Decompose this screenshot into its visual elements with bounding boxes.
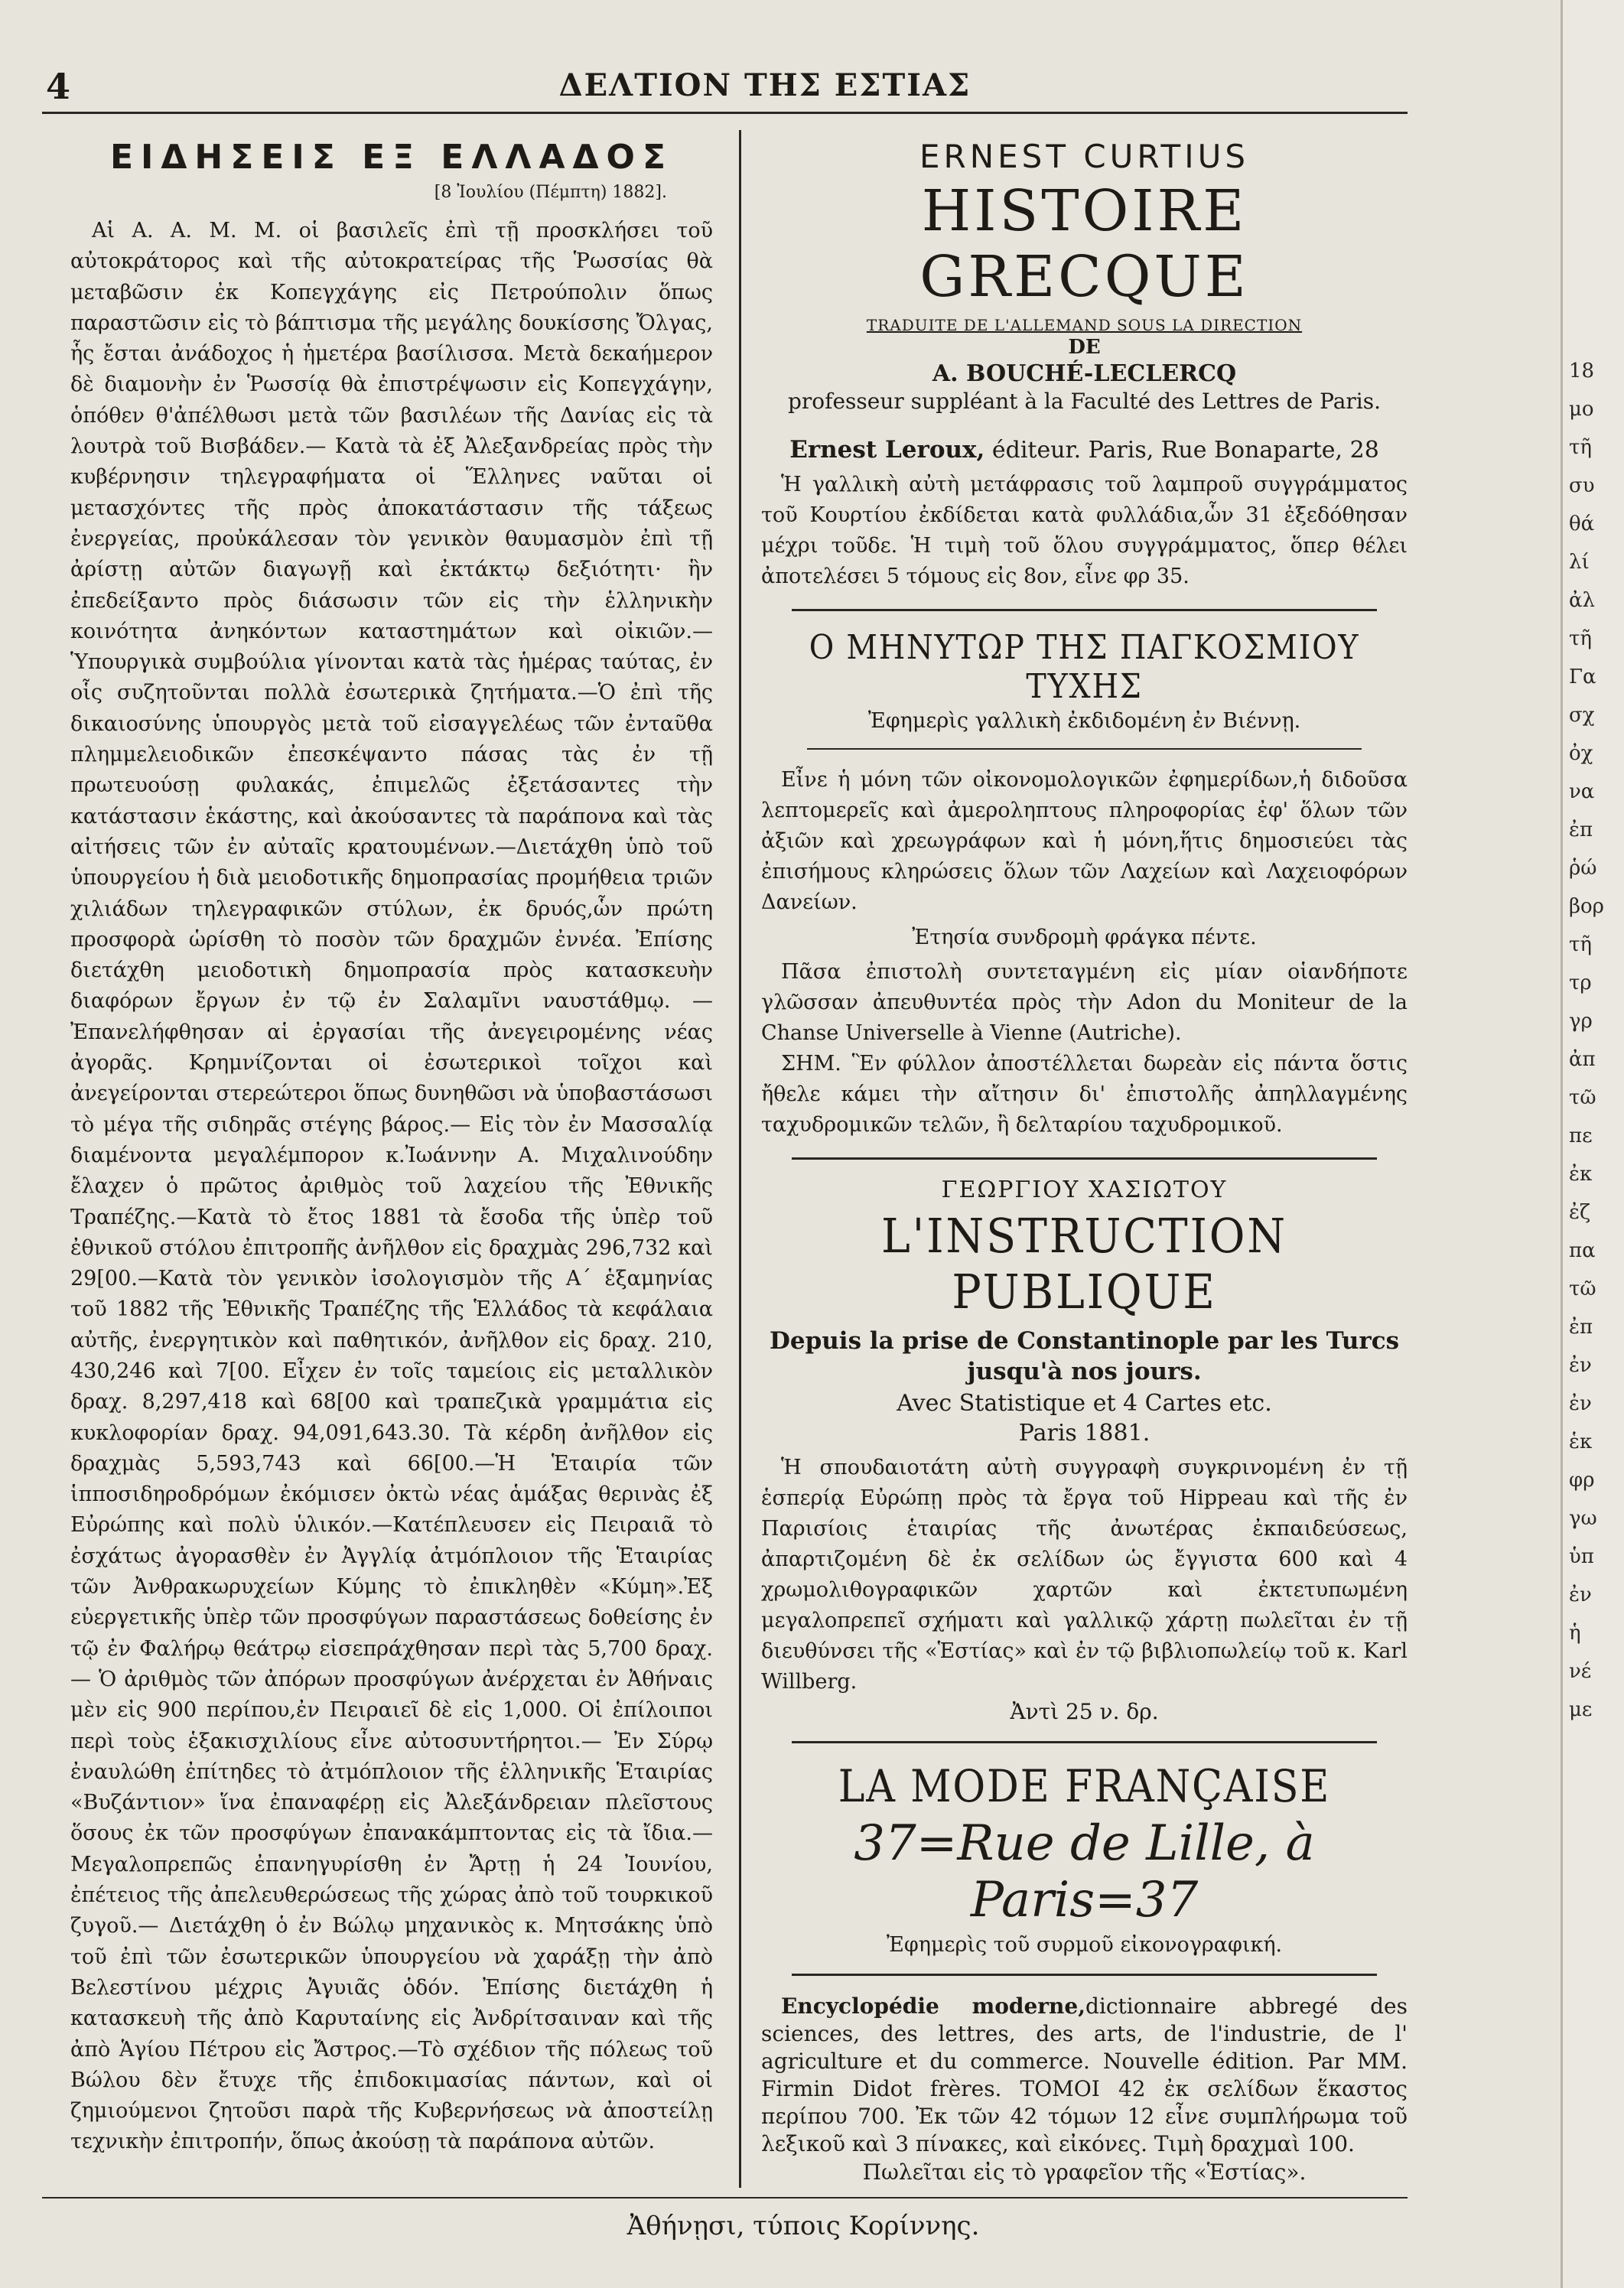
minytor-title: Ο ΜΗΝΥΤΩΡ ΤΗΣ ΠΑΓΚΟΣΜΙΟΥ ΤΥΧΗΣ [809, 628, 1360, 706]
edge-fragment: ὑπ [1569, 1545, 1594, 1568]
edge-fragment: πα [1569, 1239, 1596, 1262]
edge-fragment: τρ [1569, 972, 1592, 994]
instruction-price: Ἀντὶ 25 ν. δρ. [1010, 1699, 1159, 1724]
page-number: 4 [46, 66, 71, 107]
edge-fragment: τῆ [1569, 627, 1592, 650]
encyclopedie-text: dictionnaire abbregé des sciences, des lettres, des arts, de l'industrie, de l' agriculture et du commerce. Nouvelle édition. Par MM. Firmin Didot frères. ΤΟΜΟΙ 42 ἐκ σελίδων ἕκαστος περίπου 700. Ἐκ τῶν 42 τόμων 12 εἶνε συμπλήρωμα τοῦ λεξικοῦ καὶ 3 πίνακες, καὶ εἰκόνες. Τιμὴ δραχμαὶ 100. [761, 1993, 1408, 2156]
instruction-author: ΓΕΩΡΓΙΟΥ ΧΑΣΙΩΤΟΥ [941, 1177, 1228, 1203]
edge-fragment: τῶ [1569, 1277, 1596, 1300]
advertisements-column [761, 138, 1408, 2186]
top-rule [42, 112, 1408, 114]
curtius-title: HISTOIRE GRECQUE [919, 178, 1249, 310]
edge-fragment: βορ [1569, 895, 1604, 918]
edge-fragment: ῥώ [1569, 857, 1597, 880]
instruction-depuis: Depuis la prise de Constantinople par les Turcs jusqu'à nos jours. [769, 1327, 1400, 1385]
edge-fragment: ἐζ [1569, 1201, 1591, 1224]
encyclopedie-body [761, 1993, 1408, 2158]
editor-name: Ernest Leroux, [789, 436, 985, 464]
adjacent-page-edge [1561, 0, 1624, 2288]
edge-fragment: σχ [1569, 704, 1595, 727]
instruction-body: Ἡ σπουδαιοτάτη αὐτὴ συγγραφὴ συγκρινομένη ἐν τῇ ἑσπερίᾳ Εὐρώπῃ πρὸς τὰ ἔργα τοῦ Hippeau καὶ τῆς ἐν Παρισίοις ἑταιρίας τῆς ἀνωτέρας ἐκπαιδεύσεως, ἀπαρτιζομένη δὲ ἐκ σελίδων ὡς ἔγγιστα 600 καὶ 4 χρωμολιθογραφικῶν χαρτῶν καὶ ἐκτετυπωμένη μεγαλοπρεπεῖ σχήματι καὶ γαλλικῷ χάρτῃ πωλεῖται ἐν τῇ διευθύνσει τῆς «Ἑστίας» καὶ ἐν τῷ βιβλιοπωλείῳ τοῦ κ. Karl Willberg. [761, 1456, 1408, 1694]
edge-fragment: Γα [1569, 666, 1596, 688]
edge-fragment: τῆ [1569, 933, 1592, 956]
news-date: [8 Ἰουλίου (Πέμπτη) 1882]. [434, 183, 667, 202]
edge-fragment: ἀλ [1569, 589, 1596, 612]
curtius-ad [761, 138, 1408, 592]
minytor-subtitle: Ἐφημερὶς γαλλικὴ ἐκδιδομένη ἐν Βιέννῃ. [867, 709, 1301, 733]
section-title: ΕΙΔΗΣΕΙΣ ΕΞ ΕΛΛΑΔΟΣ [109, 138, 674, 177]
edge-fragment: θά [1569, 513, 1595, 535]
minytor-letters: Πᾶσα ἐπιστολὴ συντεταγμένη εἰς μίαν οἱανδήποτε γλῶσσαν ἀπευθυντέα πρὸς τὴν Adon du Moniteur de la Chanse Universelle à Vienne (Autriche). [761, 960, 1408, 1045]
minytor-subscription: Ἐτησία συνδρομὴ φράγκα πέντε. [912, 926, 1257, 949]
edge-fragment: ἐν [1569, 1354, 1592, 1377]
edge-fragment: ἡ [1569, 1622, 1581, 1645]
edge-fragment: ἐπ [1569, 1316, 1593, 1339]
edge-fragment: γρ [1569, 1010, 1593, 1033]
news-body: Αἱ Α. Α. Μ. Μ. οἱ βασιλεῖς ἐπὶ τῇ προσκλήσει τοῦ αὐτοκράτορος καὶ τῆς αὐτοκρατείρας τῆς Ῥωσσίας θὰ μεταβῶσιν ἐκ Κοπεγχάγης εἰς Πετρούπολιν ὅπως παραστῶσιν εἰς τὸ βάπτισμα τῆς μεγάλης δουκίσσης Ὄλγας, ἧς ἔσται ἀνάδοχος ἡ ἡμετέρα βασίλισσα. Μετὰ δεκαήμερον δὲ διαμονὴν ἐν Ῥωσσίᾳ θὰ ἐπιστρέψωσιν εἰς Κοπεγχάγην, ὁπόθεν θ'ἀπέλθωσι μετὰ τῶν βασιλέων τῆς Δανίας εἰς τὰ λουτρὰ τοῦ Βισβάδεν.— Κατὰ τὰ ἐξ Ἀλεξανδρείας πρὸς τὴν κυβέρνησιν τηλεγραφήματα οἱ Ἕλληνες ναῦται οἱ μετασχόντες τῆς πρὸς ἀποκατάστασιν τῆς τάξεως ἐνεργείας, προὐκάλεσαν τὸν γενικὸν θαυμασμὸν ἐπὶ τῇ ἀρίστῃ αὐτῶν διαγωγῇ καὶ ἐκτάκτῳ δεξιότητι· ἣν ἐπεδείξαντο πρὸς διάσωσιν τῶν εἰς τὴν ἑλληνικὴν κοινότητα ἀνηκόντων καταστημάτων καὶ οἰκιῶν.—Ὑπουργικὰ συμβούλια γίνονται κατὰ τὰς ἡμέρας ταύτας, ἐν οἷς συζητοῦνται πολλὰ ἐσωτερικὰ ζητήματα.—Ὁ ἐπὶ τῆς δικαιοσύνης ὑπουργὸς μετὰ τοῦ εἰσαγγελέως τῶν ἐνταῦθα πλημμελειοδικῶν ἐπεσκέψαντο πάσας τὰς ἐν τῇ πρωτευούσῃ φυλακάς, ἐπιμελῶς ἐξετάσαντες τὴν κατάστασιν ἑκάστης, καὶ ἀκούσαντες τὰ παράπονα καὶ τὰς αἰτήσεις τῶν ἐν αὐταῖς κρατουμένων.—Διετάχθη ὑπὸ τοῦ ὑπουργείου ἡ διὰ μειοδοτικῆς δημοπρασίας προμήθεια τριῶν χιλιάδων τηλεγραφικῶν στύλων, ἐκ δρυός,ὧν πρώτη προσφορὰ ὡρίσθη τὸ ποσὸν τῶν δραχμῶν ἐννέα. Ἐπίσης διετάχθη μειοδοτικὴ δημοπρασία πρὸς κατασκευὴν διαφόρων ἔργων ἐν τῷ ἐν Σαλαμῖνι ναυστάθμῳ. — Ἐπανελήφθησαν αἱ ἐργασίαι τῆς ἀνεγειρομένης νέας ἀγορᾶς. Κρημνίζονται οἱ ἐσωτερικοὶ τοῖχοι καὶ ἀνεγείρονται στερεώτεροι ὅπως δυνηθῶσι νὰ ὑποβαστάσωσι τὸ μέγα τῆς σιδηρᾶς στέγης βάρος.— Εἰς τὸν ἐν Μασσαλίᾳ διαμένοντα μεγαλέμπορον κ.Ἰωάννην Α. Μιχαλινούδην ἔλαχεν ὁ πρῶτος ἀριθμὸς τοῦ λαχείου τῆς Ἐθνικῆς Τραπέζης.—Κατὰ τὸ ἔτος 1881 τὰ ἔσοδα τῆς ὑπὲρ τοῦ ἐθνικοῦ στόλου ἐπιτροπῆς ἀνῆλθον εἰς δραχμὰς 296,732 καὶ 29[00.—Κατὰ τὸν γενικὸν ἰσολογισμὸν τῆς Α΄ ἑξαμηνίας τοῦ 1882 τῆς Ἐθνικῆς Τραπέζης τῆς Ἑλλάδος τὰ κεφάλαια αὐτῆς, ἐνεργητικὸν καὶ παθητικόν, ἀνῆλθον εἰς δραχ. 210, 430,246 καὶ 7[00. Εἶχεν ἐν τοῖς ταμείοις εἰς μεταλλικὸν δραχ. 8,297,418 καὶ 68[00 καὶ τραπεζικὰ γραμμάτια εἰς κυκλοφορίαν δραχ. 94,091,643.30. Τὰ κέρδη ἀνῆλθον εἰς δραχμὰς 5,593,743 καὶ 66[00.—Ἡ Ἑταιρία τῶν ἱπποσιδηροδρόμων ἐκόμισεν ὀκτὼ νέας ἁμάξας θερινὰς ἐξ Εὐρώπης καὶ πολὺ ὑλικόν.—Κατέπλευσεν εἰς Πειραιᾶ τὸ ἐσχάτως ἀγορασθὲν ἐν Ἀγγλίᾳ ἀτμόπλοιον τῆς Ἑταιρίας τῶν Ἀνθρακωρυχείων Κύμης τὸ ἐπικληθὲν «Κύμη».Ἐξ εὐεργετικῆς ὑπὲρ τῶν προσφύγων παραστάσεως δοθείσης ἐν τῷ ἐν Φαλήρῳ θεάτρῳ εἰσεπράχθησαν περὶ τὰς 5,700 δραχ. — Ὁ ἀριθμὸς τῶν ἀπόρων προσφύγων ἀνέρχεται ἐν Ἀθήναις μὲν εἰς 900 περίπου,ἐν Πειραιεῖ δὲ εἰς 1,000. Οἱ ἐπίλοιποι περὶ τοὺς ἑξακισχιλίους εἶνε αὐτοσυντήρητοι.— Ἐν Σύρῳ ἐναυλώθη ἐπίτηδες τὸ ἀτμόπλοιον τῆς ἑλληνικῆς Ἑταιρίας «Βυζάντιον» ἵνα ἐπαναφέρῃ εἰς Ἀλεξάνδρειαν πλεῖστους ὅσους ἐκ τῶν προσφύγων ἐπανακάμπτοντας εἰς τὰ ἴδια.—Μεγαλοπρεπῶς ἐπανηγυρίσθη ἐν Ἄρτῃ ἡ 24 Ἰουνίου, ἐπέτειος τῆς ἀπελευθερώσεως τῆς χώρας ἀπὸ τοῦ τουρκικοῦ ζυγοῦ.— Διετάχθη ὁ ἐν Βώλῳ μηχανικὸς κ. Μητσάκης ὑπὸ τοῦ ἐπὶ τῶν ἐσωτερικῶν ὑπουργείου νὰ χαράξῃ τὴν ἀπὸ Βελεστίνου μέχρις Ἀγυιᾶς ὁδόν. Ἐπίσης διετάχθη ἡ κατασκευὴ τῆς ἀπὸ Καρυταίνης εἰς Ἀνδρίτσαιναν καὶ τῆς ἀπὸ Ἁγίου Πέτρου εἰς Ἄστρος.—Τὸ σχέδιον τῆς πόλεως τοῦ Βώλου δὲν ἔτυχε τῆς ἐπιδοκιμασίας πάντων, καὶ οἱ ζημιούμενοι ζητοῦσι παρὰ τῆς Κυβερνήσεως νὰ ἀποστείλῃ τεχνικὴν ἐπιτροπήν, ὅπως ἀκούσῃ τὰ παράπονα αὐτῶν. [70, 219, 713, 2154]
printer-line: Ἀθήνῃσι, τύποις Κορίννης. [626, 2211, 980, 2241]
curtius-de: DE [1068, 336, 1101, 359]
curtius-description: Ἡ γαλλικὴ αὐτὴ μετάφρασις τοῦ λαμπροῦ συγγράμματος τοῦ Κουρτίου ἐκδίδεται κατὰ φυλλάδια,ὧν 31 ἐξεδόθησαν μέχρι τοῦδε. Ἡ τιμὴ τοῦ ὅλου συγγράμματος, ὅπερ θέλει ἀποτελέσει 5 τόμους εἰς 8ον, εἶνε φρ 35. [761, 473, 1408, 588]
edge-fragment: τῶ [1569, 1086, 1596, 1109]
separator [792, 1157, 1377, 1160]
mode-address: 37=Rue de Lille, à Paris=37 [854, 1815, 1315, 1928]
mode-subtitle: Ἐφημερὶς τοῦ συρμοῦ εἰκονογραφική. [886, 1933, 1283, 1957]
edge-fragment: ἐκ [1569, 1163, 1593, 1186]
minytor-ad [761, 628, 1408, 1141]
separator [792, 609, 1377, 611]
editor-address: éditeur. Paris, Rue Bonaparte, 28 [984, 437, 1379, 464]
encyclopedie-lead: Encyclopédie moderne, [781, 1993, 1085, 2019]
curtius-professor: professeur suppléant à la Faculté des Lettres de Paris. [787, 389, 1382, 414]
edge-fragment: ἐπ [1569, 819, 1593, 841]
edge-fragment: ἐν [1569, 1392, 1592, 1415]
minytor-body: Εἶνε ἡ μόνη τῶν οἰκονομολογικῶν ἐφημερίδων,ἡ διδοῦσα λεπτομερεῖς καὶ ἀμεροληπτους πληροφορίας ἐφ' ὅλων τῶν ἀξιῶν καὶ χρεωγράφων καὶ ἡ μόνη,ἥτις δημοσιεύει τὰς ἐπισήμους κληρώσεις ὅλων τῶν Λαχείων καὶ Λαχειοφόρων Δανείων. [761, 768, 1408, 914]
edge-fragment: λί [1569, 551, 1590, 574]
edge-fragment: 18 [1569, 360, 1595, 382]
separator [792, 1741, 1377, 1743]
edge-fragment: συ [1569, 474, 1595, 497]
curtius-author: ERNEST CURTIUS [919, 138, 1249, 175]
edge-fragment: φρ [1569, 1469, 1595, 1492]
curtius-translator: A. BOUCHÉ-LECLERCQ [932, 360, 1237, 387]
edge-fragment: πε [1569, 1124, 1593, 1147]
edge-fragment: γω [1569, 1507, 1597, 1530]
edge-fragment: τῆ [1569, 436, 1592, 459]
edge-fragment: ἀπ [1569, 1048, 1596, 1071]
edge-fragment: ὀχ [1569, 742, 1593, 765]
separator [792, 1974, 1377, 1976]
separator [807, 748, 1362, 750]
instruction-paris: Paris 1881. [1018, 1420, 1150, 1447]
instruction-title: L'INSTRUCTION PUBLIQUE [881, 1208, 1287, 1320]
encyclopedie-ad [761, 1993, 1408, 2185]
edge-fragment: ἑκ [1569, 1430, 1593, 1453]
mode-title: LA MODE FRANÇAISE [838, 1760, 1331, 1812]
instruction-ad [761, 1177, 1408, 1724]
edge-fragment: μο [1569, 398, 1594, 421]
column-divider [739, 130, 741, 2188]
curtius-editor [761, 436, 1408, 464]
edge-fragment: να [1569, 780, 1595, 803]
masthead: ΔΕΛΤΙΟΝ ΤΗΣ ΕΣΤΙΑΣ [558, 67, 971, 103]
news-column [70, 138, 713, 2158]
curtius-translated: TRADUITE DE L'ALLEMAND SOUS LA DIRECTION [866, 316, 1303, 334]
minytor-note: ΣΗΜ. Ἓν φύλλον ἀποστέλλεται δωρεὰν εἰς πάντα ὅστις ἤθελε κάμει τὴν αἴτησιν δι' ἐπιστολῆς ἀπηλλαγμένης ταχυδρομικῶν τελῶν, ἢ δελταρίου ταχυδρομικοῦ. [761, 1052, 1408, 1137]
encyclopedie-sold: Πωλεῖται εἰς τὸ γραφεῖον τῆς «Ἑστίας». [862, 2159, 1307, 2185]
bottom-rule [42, 2197, 1408, 2198]
edge-fragment: νέ [1569, 1660, 1592, 1683]
instruction-avec: Avec Statistique et 4 Cartes etc. [897, 1390, 1272, 1417]
edge-fragment: με [1569, 1698, 1593, 1721]
edge-fragment: ἐν [1569, 1583, 1592, 1606]
mode-ad [761, 1760, 1408, 1957]
